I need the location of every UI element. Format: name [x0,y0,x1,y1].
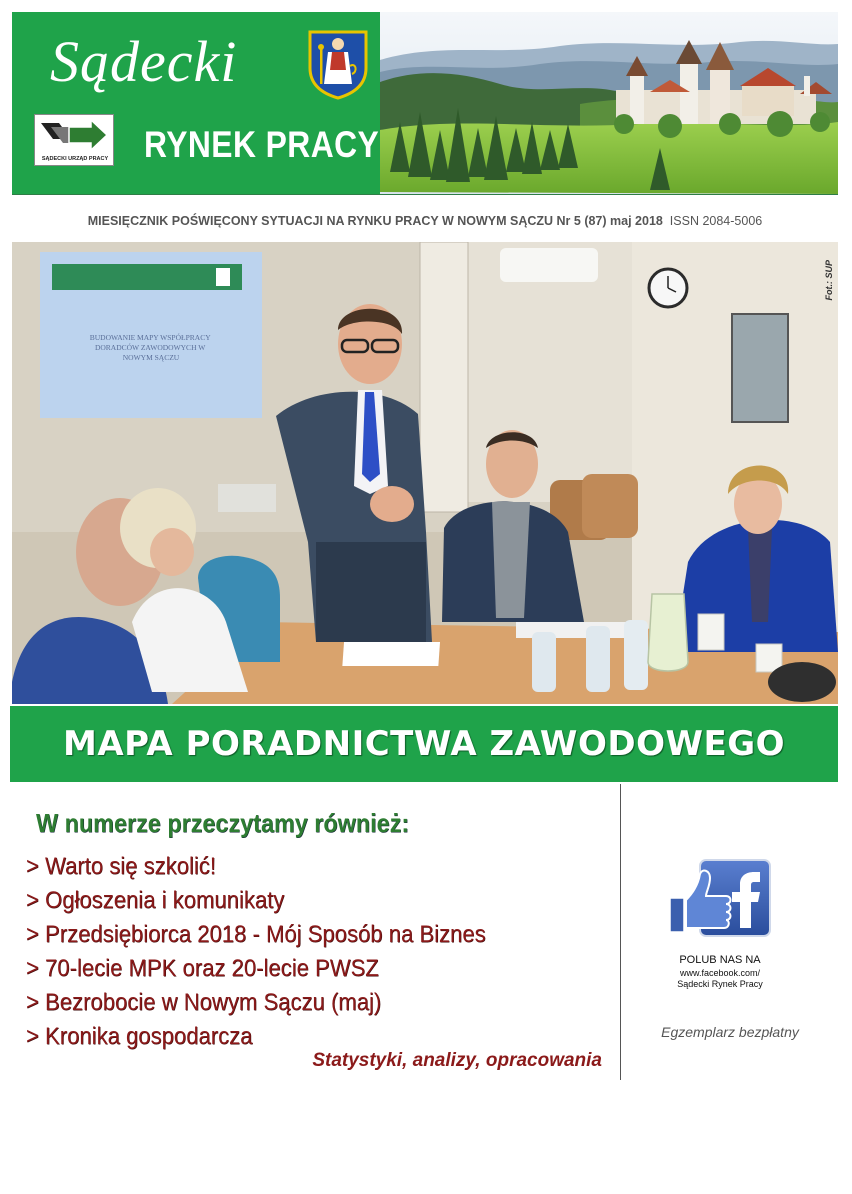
masthead-subtitle: RYNEK PRACY [144,124,380,165]
tagline-text: MIESIĘCZNIK POŚWIĘCONY SYTUACJI NA RYNKU PRACY W NOWYM SĄCZU Nr 5 (87) maj 2018 [87,214,663,228]
coat-of-arms-icon [306,28,370,100]
facebook-url[interactable]: www.facebook.com/ [679,968,761,978]
headline-text: MAPA PORADNICTWA ZAWODOWEGO [62,724,786,764]
facebook-like-text: POLUB NAS NA [679,954,761,966]
issue-list [26,850,526,1054]
stats-line: Statystyki, analizy, opracowania [312,1050,602,1071]
office-logo-text: SĄDECKI URZĄD PRACY [41,156,109,162]
list-item: > 70-lecie MPK oraz 20-lecie PWSZ [26,955,379,982]
cover-photo [12,242,838,704]
header-divider [12,194,838,195]
issue-tagline [12,214,838,228]
issn-number: ISSN 2084-5006 [669,214,763,228]
masthead-title: Sądecki [50,29,238,94]
list-item: > Bezrobocie w Nowym Sączu (maj) [26,989,382,1016]
issue-heading: W numerze przeczytamy również: [36,808,410,838]
office-logo [34,114,114,166]
facebook-page-name: Sądecki Rynek Pracy [677,979,763,989]
arrows-logo-icon [35,115,113,153]
slide-text: BUDOWANIE MAPY WSPÓŁPRACY DORADCÓW ZAWODOWYCH W NOWYM SĄCZU [89,333,211,362]
list-item: > Kronika gospodarcza [26,1023,253,1050]
free-copy-note: Egzemplarz bezpłatny [661,1024,799,1040]
list-item: > Warto się szkolić! [26,853,216,880]
column-divider [620,784,621,1080]
headline-banner [10,706,838,782]
mountain-town-landscape [380,12,838,194]
facebook-like-icon[interactable] [666,858,772,940]
list-item: > Przedsiębiorca 2018 - Mój Sposób na Biznes [26,921,486,948]
photo-credit: Fot.: SUP [824,260,834,301]
list-item: > Ogłoszenia i komunikaty [26,887,285,914]
